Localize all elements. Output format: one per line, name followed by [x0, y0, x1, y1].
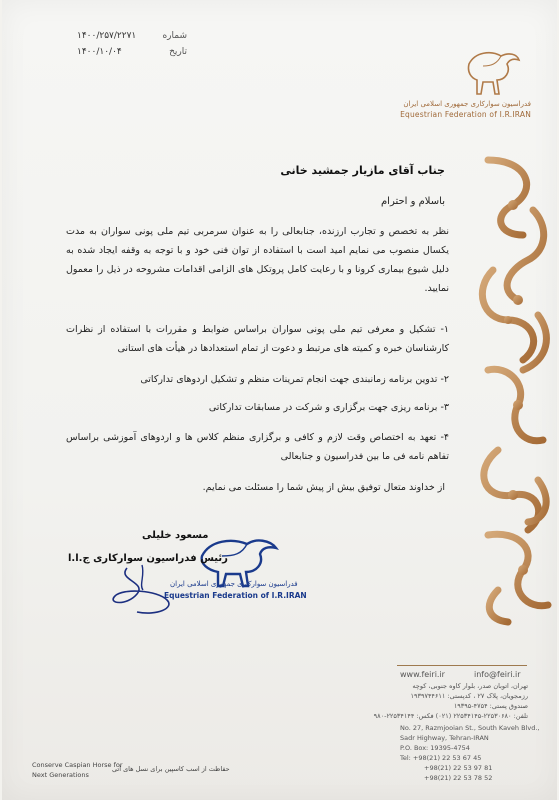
letter-meta — [77, 28, 187, 60]
intro-paragraph: نظر به تخصص و تجارب ارزنده، جنابعالی را به عنوان سرمربی تیم ملی پونی سواران به مدت یکسال منصوب می نمایم امید است با استفاده از توان فنی خود و با توجه به وقفه ایجاد شده به دلیل شیوع بیماری کرونا و با رعایت کامل پروتکل های الزامی اقدامات مشروحه در ذیل را معمول نمایید. — [66, 226, 449, 294]
signature — [97, 560, 187, 620]
phone-line: +98(21) 22 53 97 81 — [424, 764, 493, 772]
list-item: ۴- تعهد به اختصاص وقت لازم و کافی و برگزاری منظم کلاس ها و اردوهای آموزشی براساس تفاهم نامه فی ما بین فدراسیون و جنابعالی — [66, 432, 449, 462]
federation-logo — [400, 46, 531, 119]
signatory-title: رئیس فدراسیون سوارکاری ج.ا.ا — [68, 553, 228, 564]
address-en-line: Sadr Highway, Tehran-IRAN — [400, 734, 489, 742]
letter-number-value: ۱۴۰۰/۲۵۷/۲۲۷۱ — [77, 31, 137, 41]
salutation: باسلام و احترام — [380, 196, 445, 207]
closing-line: از خداوند متعال توفیق بیش از پیش شما را مسئلت می نمایم. — [202, 482, 445, 493]
letter-page — [2, 0, 557, 800]
list-item: ۲- تدوین برنامه زمانبندی جهت انجام تمرینات منظم و تشکیل اردوهای تدارکاتی — [140, 374, 449, 385]
slogan-fa: حفاظت از اسب کاسپین برای نسل های آتی — [112, 765, 230, 773]
slogan-en — [32, 760, 123, 780]
phone-line: +98(21) 22 53 78 52 — [424, 774, 493, 782]
addressee: جناب آقای مازیار جمشید خانی — [280, 164, 445, 177]
letterhead-name-fa: فدراسیون سوارکاری جمهوری اسلامی ایران — [403, 100, 531, 108]
footer-divider — [397, 665, 527, 666]
address-en-line: No. 27, Razmjooian St., South Kaveh Blvd., — [400, 724, 540, 732]
signatory-name: مسعود خلیلی — [142, 530, 209, 541]
slogan-en-line: Next Generations — [32, 771, 89, 779]
po-box-fa: صندوق پستی: ۴۷۵۴-۱۹۳۹۵ — [453, 702, 528, 710]
letter-date-value: ۱۴۰۰/۱۰/۰۴ — [77, 47, 122, 57]
letter-number-label: شماره — [162, 31, 187, 41]
address-fa-line: رزمجویان، پلاک ۲۷ ، کدپستی: ۱۹۳۹۷۴۴۶۱۱ — [410, 692, 528, 700]
phone-line: Tel: +98(21) 22 53 67 45 — [400, 754, 482, 762]
list-item: ۱- تشکیل و معرفی تیم ملی پونی سواران براساس ضوابط و مقررات با استفاده از نظرات کارشناسان خبره و کمیته های مرتبط و دعوت از تمام استعدادها در هیأت های استانی — [66, 324, 449, 354]
slogan-en-line: Conserve Caspian Horse for — [32, 761, 123, 769]
po-box-en: P.O. Box: 19395-4754 — [400, 744, 470, 752]
stamp-name-en: Equestrian Federation of I.R.IRAN — [164, 591, 307, 600]
decorative-ornament — [468, 150, 558, 630]
email: info@feiri.ir — [474, 670, 521, 679]
address-fa-line: تهران، اتوبان صدر، بلوار کاوه جنوبی، کوچه — [412, 682, 528, 690]
list-item: ۳- برنامه ریزی جهت برگزاری و شرکت در مسابقات تدارکاتی — [208, 402, 449, 413]
letterhead-name-en: Equestrian Federation of I.R.IRAN — [400, 110, 531, 119]
letter-date-label: تاریخ — [169, 47, 187, 57]
phone-fa: تلفن: ۲۲۵۳۰۶۸۰-۲۲۵۳۴۱۴۵ (۰۲۱) فکس: ۲۲۵۳۴۱۴۴-۹۸۰ — [373, 712, 528, 720]
stamp-name-fa: فدراسیون سوارکاری جمهوری اسلامی ایران — [170, 580, 298, 588]
horse-logo-icon — [461, 46, 521, 98]
website: www.feiri.ir — [400, 670, 445, 679]
